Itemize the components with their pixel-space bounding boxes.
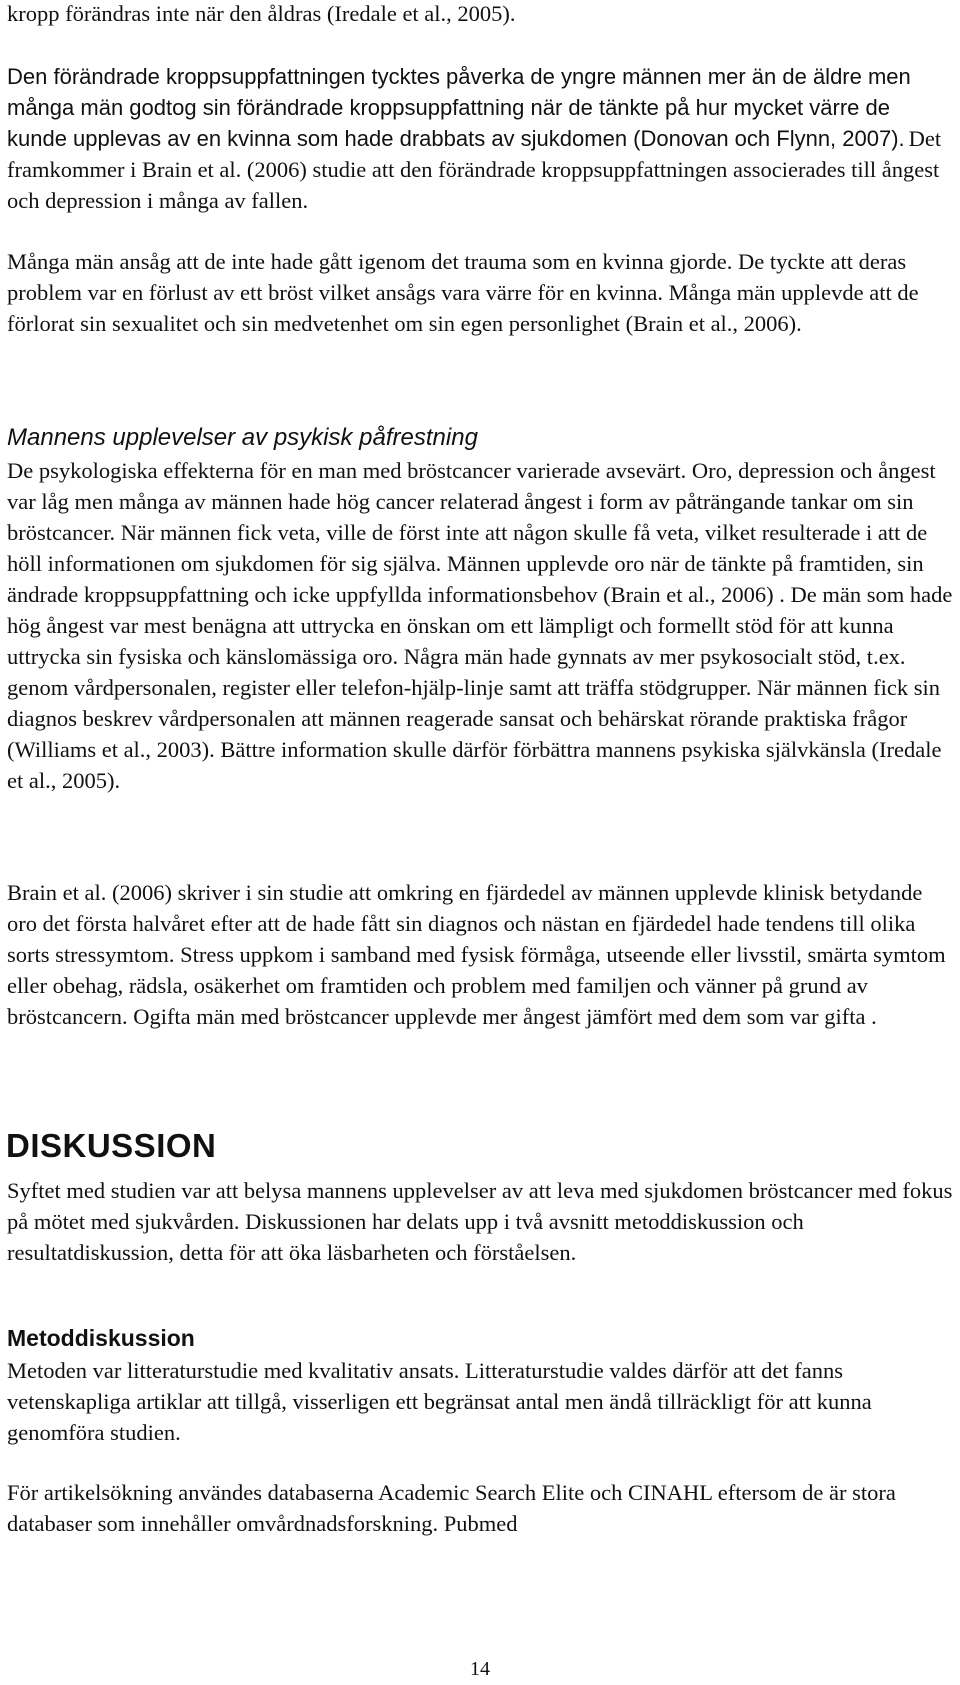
subsection-heading: Metoddiskussion	[7, 1325, 195, 1351]
paragraph-sans-part: Den förändrade kroppsuppfattningen tycktes påverka de yngre männen mer än de äldre men många män godtog sin förändrade kroppsuppfattning när de tänkte på hur mycket värre de kunde upplevas av en kvinna som hade drabbats av sjukdomen (Donovan och Flynn, 2007).	[7, 64, 911, 151]
paragraph-trauma	[7, 246, 955, 339]
paragraph-brain-study	[7, 877, 955, 1032]
paragraph-purpose	[7, 1175, 955, 1268]
page-number: 14	[470, 1658, 490, 1680]
paragraph-text: Metoden var litteraturstudie med kvalitativ ansats. Litteraturstudie valdes därför att det fanns vetenskapliga artiklar att tillgå, visserligen ett begränsat antal men ändå tillräckligt för att kunna genomföra studien.	[7, 1358, 872, 1445]
paragraph-text: Många män ansåg att de inte hade gått igenom det trauma som en kvinna gjorde. De tyckte att deras problem var en förlust av ett bröst vilket ansågs vara värre för en kvinna. Många män upplevde att de förlorat sin sexualitet och sin medvetenhet om sin egen personlighet (Brain et al., 2006).	[7, 249, 919, 336]
paragraph-serif-part: Det framkommer i Brain et al. (2006) studie att den förändrade kroppsuppfattningen associerades till ångest och depression i många av fallen.	[7, 126, 942, 213]
paragraph-text: De psykologiska effekterna för en man med bröstcancer varierade avsevärt. Oro, depression och ångest var låg men många av männen hade hög cancer relaterad ångest i form av påträngande tankar om sin bröstcancer. När männen fick veta, ville de först inte att någon skulle få veta, vilket resulterade i att de höll informationen om sjukdomen för sig själva. Männen upplevde oro när de tänkte på framtiden, sin ändrade kroppsuppfattning och icke uppfyllda informationsbehov (Brain et al., 2006) . De män som hade hög ångest var mest benägna att uttrycka en önskan om ett lämpligt och formellt stöd för att kunna uttrycka sin fysiska och känslomässiga oro. Några män hade gynnats av mer psykosocialt stöd, t.ex. genom vårdpersonalen, register eller telefon-hjälp-linje samt att träffa stödgrupper. När männen fick sin diagnos beskrev vårdpersonalen att männen reagerade sansat och behärskat rörande praktiska frågor (Williams et al., 2003). Bättre information skulle därför förbättra mannens psykiska självkänsla (Iredale et al., 2005).	[7, 458, 953, 793]
continuation-line: kropp förändras inte när den åldras (Iredale et al., 2005).	[7, 1, 516, 26]
section-heading: Mannens upplevelser av psykisk påfrestning	[7, 424, 478, 451]
paragraph-text: För artikelsökning användes databaserna Academic Search Elite och CINAHL eftersom de är stora databaser som innehåller omvårdnadsforskning. Pubmed	[7, 1480, 896, 1536]
chapter-heading: DISKUSSION	[6, 1127, 217, 1164]
paragraph-body-image	[7, 61, 955, 216]
paragraph-psych-effects	[7, 455, 955, 796]
paragraph-method	[7, 1355, 955, 1448]
paragraph-text: Brain et al. (2006) skriver i sin studie att omkring en fjärdedel av männen upplevde klinisk betydande oro det första halvåret efter att de hade fått sin diagnos och nästan en fjärdedel hade tendens till olika sorts stressymtom. Stress uppkom i samband med fysisk förmåga, utseende eller livsstil, smärta symtom eller obehag, rädsla, osäkerhet om framtiden och problem med familjen och vänner på grund av bröstcancern. Ogifta män med bröstcancer upplevde mer ångest jämfört med dem som var gifta .	[7, 880, 946, 1029]
paragraph-text: Syftet med studien var att belysa mannens upplevelser av att leva med sjukdomen bröstcancer med fokus på mötet med sjukvården. Diskussionen har delats upp i två avsnitt metoddiskussion och resultatdiskussion, detta för att öka läsbarheten och förståelsen.	[7, 1178, 953, 1265]
paragraph-databases	[7, 1477, 955, 1539]
